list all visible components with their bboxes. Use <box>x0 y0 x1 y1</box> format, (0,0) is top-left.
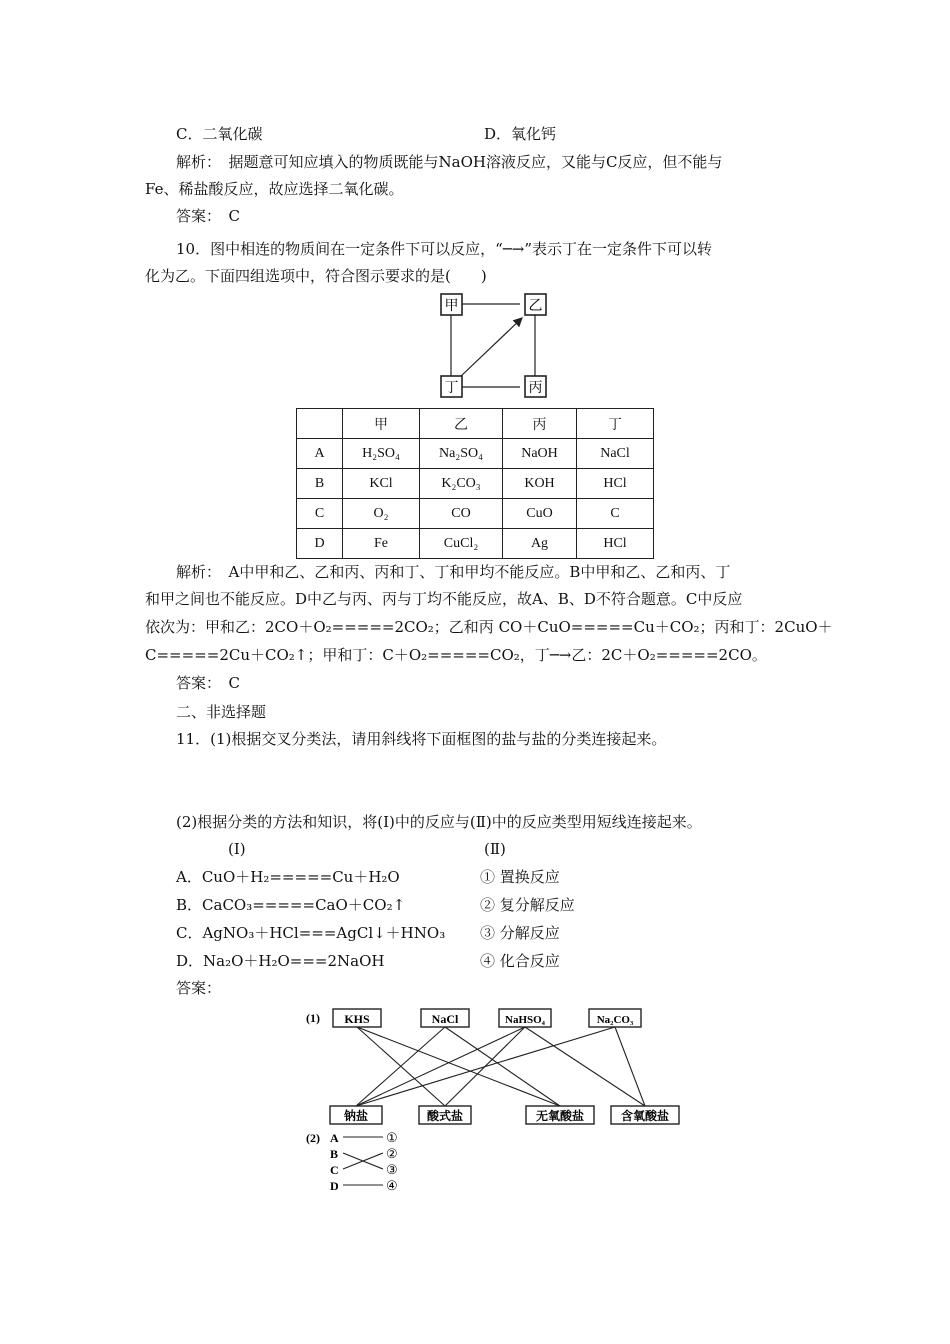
table-cell: CO <box>420 499 503 529</box>
node-jia <box>441 294 462 315</box>
q9-analysis-line2: Fe、稀盐酸反应，故应选择二氧化碳。 <box>145 180 404 198</box>
salt-box-na2co3 <box>589 1009 641 1027</box>
table-cell: CuCl₂ <box>420 529 503 559</box>
table-cell <box>297 409 343 439</box>
table-row <box>297 439 654 469</box>
svg-text:含氧酸盐: 含氧酸盐 <box>620 1109 670 1123</box>
part1-label: (1) <box>306 1011 320 1025</box>
table-cell: Fe <box>343 529 420 559</box>
left-c: C <box>330 1163 339 1177</box>
table-cell: Ag <box>503 529 577 559</box>
reaction-c: C．AgNO₃＋HCl===AgCl↓＋HNO₃ <box>176 924 446 942</box>
table-cell: NaOH <box>503 439 577 469</box>
answer-label: 答案： <box>176 979 222 997</box>
table-cell: 甲 <box>343 409 420 439</box>
type-3: ③ 分解反应 <box>480 924 560 942</box>
reaction-diagram <box>430 288 560 400</box>
table-cell: K₂CO₃ <box>420 469 503 499</box>
category-box-acid-salt <box>419 1106 471 1124</box>
table-cell: 丁 <box>577 409 654 439</box>
q10-analysis-line3: 依次为：甲和乙：2CO＋O₂=====2CO₂；乙和丙 CO＋CuO=====Cu＋CO₂；丙和丁：2CuO＋ <box>145 618 833 636</box>
table-row <box>297 499 654 529</box>
type-2: ② 复分解反应 <box>480 896 575 914</box>
q10-stem-line2: 化为乙。下面四组选项中，符合图示要求的是( ) <box>145 267 487 285</box>
table-cell: KOH <box>503 469 577 499</box>
q11-part1: 11．(1)根据交叉分类法，请用斜线将下面框图的盐与盐的分类连接起来。 <box>176 730 667 748</box>
svg-text:Na₂CO₃: Na₂CO₃ <box>596 1014 634 1026</box>
q9-analysis-line1: 解析： 据题意可知应填入的物质既能与NaOH溶液反应，又能与C反应，但不能与 <box>176 153 723 171</box>
table-cell: 丙 <box>503 409 577 439</box>
left-b: B <box>330 1147 339 1161</box>
svg-text:乙: 乙 <box>528 299 543 314</box>
table-cell: O₂ <box>343 499 420 529</box>
q9-answer: 答案： C <box>176 207 240 225</box>
salt-box-nahso4 <box>499 1009 551 1027</box>
svg-text:NaCl: NaCl <box>431 1012 459 1026</box>
table-cell: D <box>297 529 343 559</box>
q10-analysis-line2: 和甲之间也不能反应。D中乙与丙、丙与丁均不能反应，故A、B、D不符合题意。C中反应 <box>145 590 743 608</box>
svg-text:甲: 甲 <box>444 299 459 314</box>
svg-text:钠盐: 钠盐 <box>343 1109 369 1123</box>
salt-box-khs <box>333 1009 381 1027</box>
col2-header: (Ⅱ) <box>484 840 506 858</box>
table-row <box>297 469 654 499</box>
svg-text:丁: 丁 <box>444 381 459 396</box>
col1-header: (Ⅰ) <box>228 840 246 858</box>
reaction-b: B．CaCO₃=====CaO＋CO₂↑ <box>176 896 406 914</box>
section-title: 二、非选择题 <box>176 703 267 721</box>
table-row <box>297 529 654 559</box>
options-table <box>296 408 654 559</box>
table-header-row <box>297 409 654 439</box>
table-cell: KCl <box>343 469 420 499</box>
table-cell: NaCl <box>577 439 654 469</box>
table-cell: HCl <box>577 529 654 559</box>
right-1: ① <box>386 1130 398 1145</box>
svg-text:无氧酸盐: 无氧酸盐 <box>535 1109 585 1123</box>
option-c: C．二氧化碳 <box>176 125 263 143</box>
table-cell: B <box>297 469 343 499</box>
right-3: ③ <box>386 1162 398 1177</box>
table-cell: H₂SO₄ <box>343 439 420 469</box>
reaction-d: D．Na₂O＋H₂O===2NaOH <box>176 952 385 970</box>
node-yi <box>525 294 546 315</box>
option-d: D．氧化钙 <box>484 125 557 143</box>
table-cell: C <box>297 499 343 529</box>
q10-analysis-line1: 解析： A中甲和乙、乙和丙、丙和丁、丁和甲均不能反应。B中甲和乙、乙和丙、丁 <box>176 563 731 581</box>
table-cell: C <box>577 499 654 529</box>
reaction-a: A．CuO＋H₂=====Cu＋H₂O <box>176 868 400 886</box>
left-a: A <box>330 1131 339 1145</box>
svg-text:酸式盐: 酸式盐 <box>426 1109 464 1123</box>
type-1: ① 置换反应 <box>480 868 560 886</box>
table-cell: Na₂SO₄ <box>420 439 503 469</box>
answer-diagram <box>300 1002 690 1202</box>
category-box-oxygen-free <box>526 1106 594 1124</box>
svg-text:KHS: KHS <box>344 1012 370 1026</box>
table-cell: HCl <box>577 469 654 499</box>
svg-text:NaHSO₄: NaHSO₄ <box>505 1014 545 1026</box>
left-d: D <box>330 1179 339 1193</box>
q11-part2: (2)根据分类的方法和知识，将(Ⅰ)中的反应与(Ⅱ)中的反应类型用短线连接起来。 <box>176 813 702 831</box>
table-cell: CuO <box>503 499 577 529</box>
salt-box-nacl <box>421 1009 469 1027</box>
category-box-sodium <box>330 1106 382 1124</box>
type-4: ④ 化合反应 <box>480 952 560 970</box>
q10-stem-line1: 10．图中相连的物质间在一定条件下可以反应，“─→”表示丁在一定条件下可以转 <box>176 240 713 258</box>
right-4: ④ <box>386 1178 398 1193</box>
q10-answer: 答案： C <box>176 674 240 692</box>
node-bing <box>525 376 546 397</box>
q10-analysis-line4: C=====2Cu＋CO₂↑；甲和丁：C＋O₂=====CO₂，丁─→乙：2C＋O₂=====2CO。 <box>145 646 767 664</box>
right-2: ② <box>386 1146 398 1161</box>
svg-text:丙: 丙 <box>528 381 543 396</box>
part2-label: (2) <box>306 1131 320 1145</box>
table-cell: A <box>297 439 343 469</box>
node-ding <box>441 376 462 397</box>
table-cell: 乙 <box>420 409 503 439</box>
category-box-oxygen <box>611 1106 679 1124</box>
